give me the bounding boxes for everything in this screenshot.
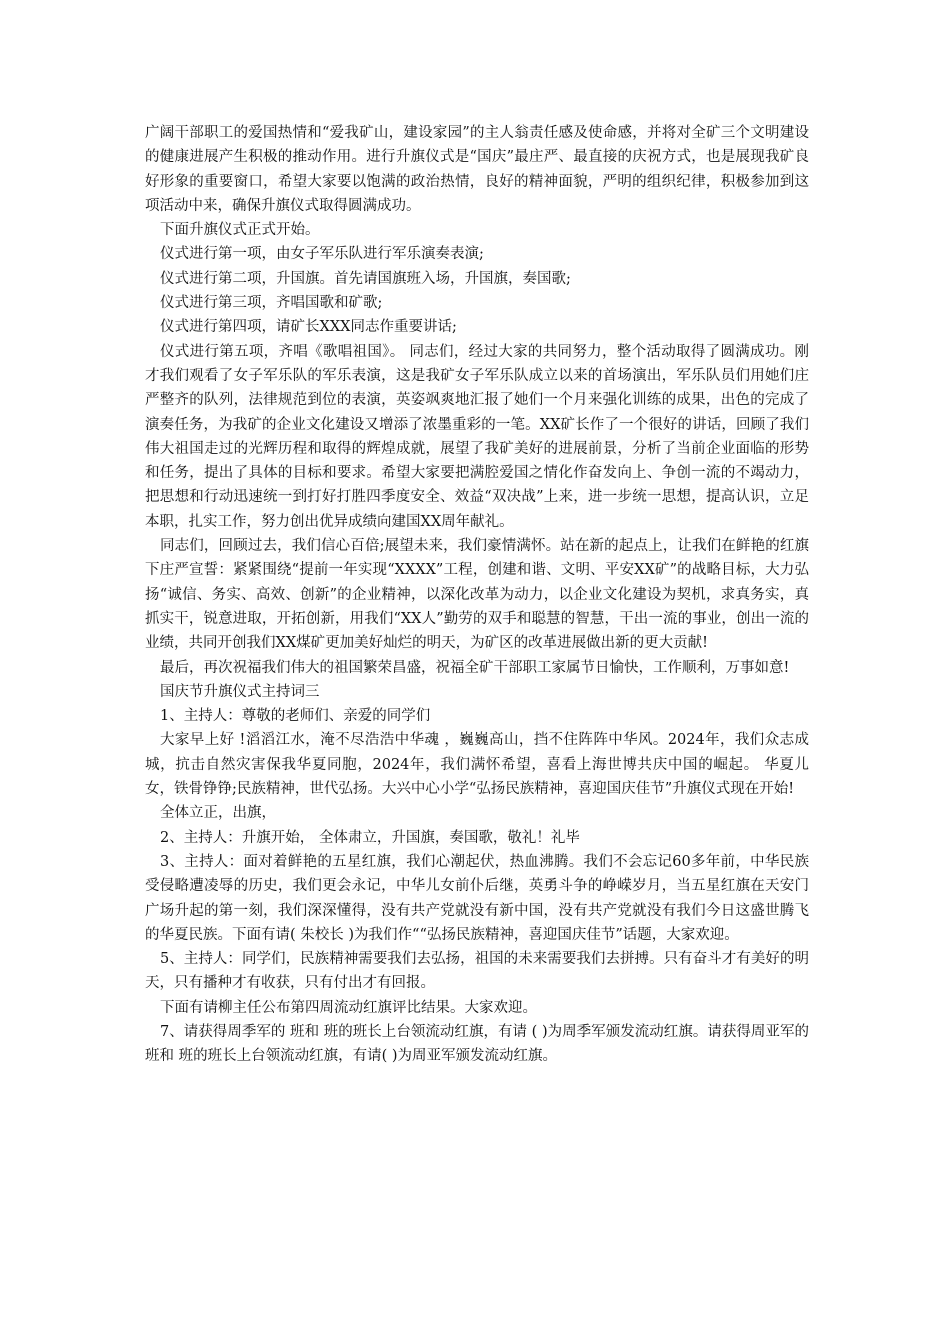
paragraph-intro-continuation: 广阔干部职工的爱国热情和“爱我矿山，建设家园”的主人翁责任感及使命感，并将对全矿三个文明建设的健康进展产生积极的推动作用。进行升旗仪式是“国庆”最庄严、最直接的庆祝方式，也是展现我矿良好形象的重要窗口，希望大家要以饱满的政治热情，良好的精神面貌，严明的组织纪律，积极参加到这项活动中来，确保升旗仪式取得圆满成功。 bbox=[145, 125, 809, 214]
paragraph-attention: 全体立正，出旗， bbox=[160, 805, 276, 822]
paragraph-host-1: 1、主持人：尊敬的老师们、亲爱的同学们 bbox=[160, 708, 431, 725]
paragraph-host-7: 7、请获得周季军的 班和 班的班长上台领流动红旗，有请 ( )为周季军颁发流动红旗。请获得周亚军的 班和 班的班长上台领流动红旗，有请( )为周亚军颁发流动红旗。 bbox=[145, 1023, 809, 1065]
document-page bbox=[145, 121, 809, 1069]
paragraph-item-3: 仪式进行第三项，齐唱国歌和矿歌; bbox=[160, 295, 383, 312]
paragraph-item-2: 仪式进行第二项，升国旗。首先请国旗班入场，升国旗，奏国歌; bbox=[160, 270, 571, 287]
paragraph-pledge: 同志们，回顾过去，我们信心百倍;展望未来，我们豪情满怀。站在新的起点上，让我们在鲜艳的红旗下庄严宣誓：紧紧围绕“提前一年实现“XXXX”工程，创建和谐、文明、平安XX矿”的战略目标，大力弘扬“诚信、务实、高效、创新”的企业精神，以深化改革为动力，以企业文化建设为契机，求真务实，真抓实干，锐意进取，开拓创新，用我们“XX人”勤劳的双手和聪慧的智慧，干出一流的事业，创出一流的业绩，共同开创我们XX煤矿更加美好灿烂的明天，为矿区的改革进展做出新的更大贡献! bbox=[145, 538, 809, 652]
paragraph-host-5: 5、主持人：同学们，民族精神需要我们去弘扬，祖国的未来需要我们去拼搏。只有奋斗才有美好的明天，只有播种才有收获，只有付出才有回报。 bbox=[145, 951, 809, 992]
paragraph-item-1: 仪式进行第一项，由女子军乐队进行军乐演奏表演; bbox=[160, 246, 484, 263]
section-heading: 国庆节升旗仪式主持词三 bbox=[160, 683, 320, 700]
paragraph-closing-wishes: 最后，再次祝福我们伟大的祖国繁荣昌盛，祝福全矿干部职工家属节日愉快，工作顺利，万事如意! bbox=[160, 659, 790, 676]
paragraph-ceremony-start: 下面升旗仪式正式开始。 bbox=[160, 222, 320, 239]
paragraph-announcement: 下面有请柳主任公布第四周流动红旗评比结果。大家欢迎。 bbox=[160, 999, 537, 1016]
paragraph-item-5-summary: 仪式进行第五项，齐唱《歌唱祖国》。 同志们，经过大家的共同努力，整个活动取得了圆满成功。刚才我们观看了女子军乐队的军乐表演，这是我矿女子军乐队成立以来的首场演出，军乐队员们用她们庄严整齐的队列，法律规范到位的表演，英姿飒爽地汇报了她们一个月来强化训练的成果，出色的完成了演奏任务，为我矿的企业文化建设又增添了浓墨重彩的一笔。XX矿长作了一个很好的讲话，回顾了我们伟大祖国走过的光辉历程和取得的辉煌成就，展望了我矿美好的进展前景，分析了当前企业面临的形势和任务，提出了具体的目标和要求。希望大家要把满腔爱国之情化作奋发向上、争创一流的不竭动力，把思想和行动迅速统一到打好打胜四季度安全、效益“双决战”上来，进一步统一思想，提高认识，立足本职，扎实工作，努力创出优异成绩向建国XX周年献礼。 bbox=[145, 343, 809, 530]
paragraph-greeting: 大家早上好 !滔滔江水，淹不尽浩浩中华魂 ，巍巍高山，挡不住阵阵中华风。2024年，我们众志成城，抗击自然灾害保我华夏同胞，2024年，我们满怀希望，喜看上海世博共庆中国的崛起。 华夏儿女，铁骨铮铮;民族精神，世代弘扬。大兴中心小学“弘扬民族精神，喜迎国庆佳节”升旗仪式现在开始! bbox=[145, 732, 809, 798]
paragraph-host-3: 3、主持人：面对着鲜艳的五星红旗，我们心潮起伏，热血沸腾。我们不会忘记60多年前，中华民族受侵略遭凌辱的历史，我们更会永记，中华儿女前仆后继，英勇斗争的峥嵘岁月，当五星红旗在天安门广场升起的第一刻，我们深深懂得，没有共产党就没有新中国，没有共产党就没有我们今日这盛世腾飞的华夏民族。下面有请( 朱校长 )为我们作““弘扬民族精神，喜迎国庆佳节”话题，大家欢迎。 bbox=[145, 853, 809, 943]
paragraph-item-4: 仪式进行第四项，请矿长XXX同志作重要讲话; bbox=[160, 319, 457, 336]
paragraph-host-2: 2、主持人：升旗开始， 全体肃立，升国旗，奏国歌，敬礼！礼毕 bbox=[160, 829, 580, 846]
